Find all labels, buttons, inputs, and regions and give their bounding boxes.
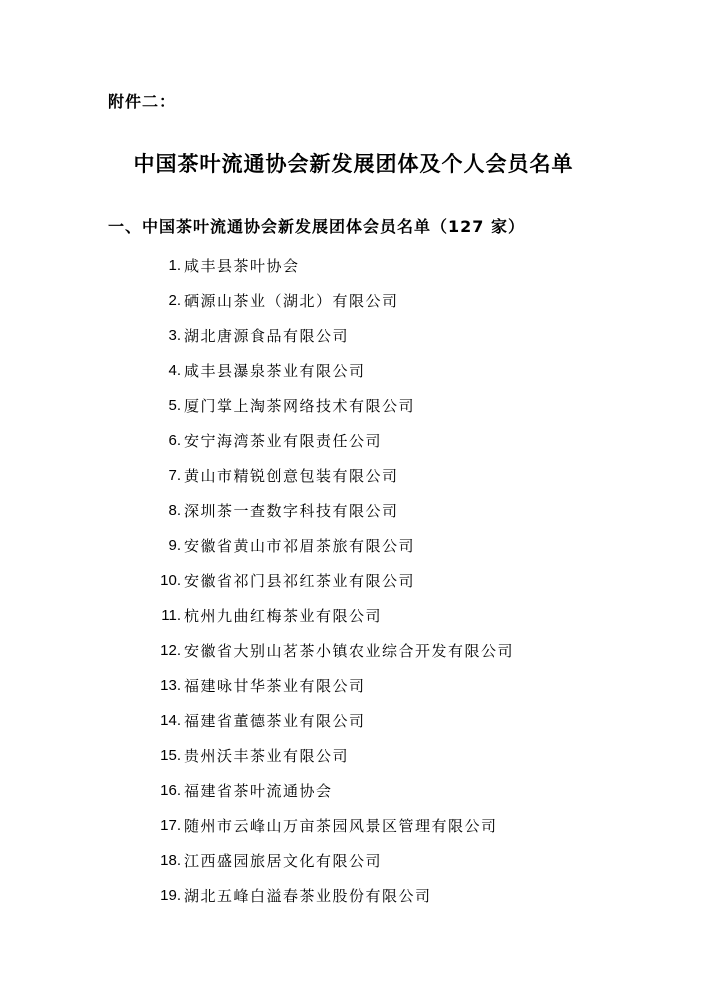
member-name: 安宁海湾茶业有限责任公司	[184, 432, 383, 450]
list-item	[0, 640, 707, 675]
item-number: 17.	[160, 817, 181, 834]
member-name: 安徽省黄山市祁眉茶旅有限公司	[184, 537, 416, 555]
member-name: 硒源山茶业（湖北）有限公司	[184, 292, 399, 310]
item-number: 11.	[161, 607, 181, 624]
member-name: 杭州九曲红梅茶业有限公司	[184, 607, 383, 625]
section-heading: 一、中国茶叶流通协会新发展团体会员名单（127 家）	[108, 217, 525, 236]
list-item	[0, 325, 707, 360]
member-name: 贵州沃丰茶业有限公司	[184, 747, 350, 765]
list-item	[0, 710, 707, 745]
item-number: 19.	[160, 887, 181, 904]
item-number: 6.	[168, 432, 181, 449]
item-number: 16.	[160, 782, 181, 799]
list-item	[0, 675, 707, 710]
item-number: 7.	[168, 467, 181, 484]
list-item	[0, 605, 707, 640]
item-number: 1.	[168, 257, 181, 274]
list-item	[0, 745, 707, 780]
member-name: 福建省董德茶业有限公司	[184, 712, 366, 730]
member-name: 安徽省大别山茗茶小镇农业综合开发有限公司	[184, 642, 515, 660]
list-item	[0, 430, 707, 465]
item-number: 13.	[160, 677, 181, 694]
list-item	[0, 500, 707, 535]
list-item	[0, 255, 707, 290]
list-item	[0, 885, 707, 920]
list-item	[0, 360, 707, 395]
member-name: 福建咏甘华茶业有限公司	[184, 677, 366, 695]
item-number: 10.	[160, 572, 181, 589]
member-name: 咸丰县瀑泉茶业有限公司	[184, 362, 366, 380]
list-item	[0, 395, 707, 430]
member-name: 江西盛园旅居文化有限公司	[184, 852, 383, 870]
item-number: 15.	[160, 747, 181, 764]
list-item	[0, 465, 707, 500]
member-name: 深圳茶一查数字科技有限公司	[184, 502, 399, 520]
list-item	[0, 780, 707, 815]
list-item	[0, 850, 707, 885]
list-item	[0, 815, 707, 850]
member-name: 厦门掌上淘茶网络技术有限公司	[184, 397, 416, 415]
item-number: 2.	[168, 292, 181, 309]
document-title: 中国茶叶流通协会新发展团体及个人会员名单	[133, 152, 574, 176]
item-number: 18.	[160, 852, 181, 869]
item-number: 4.	[168, 362, 181, 379]
list-item	[0, 290, 707, 325]
item-number: 9.	[168, 537, 181, 554]
item-number: 8.	[168, 502, 181, 519]
member-name: 随州市云峰山万亩茶园风景区管理有限公司	[184, 817, 498, 835]
list-item	[0, 570, 707, 605]
list-item	[0, 535, 707, 570]
member-name: 湖北唐源食品有限公司	[184, 327, 350, 345]
item-number: 14.	[160, 712, 181, 729]
item-number: 12.	[160, 642, 181, 659]
member-name: 咸丰县茶叶协会	[184, 257, 300, 275]
attachment-label: 附件二：	[108, 92, 177, 111]
member-name: 福建省茶叶流通协会	[184, 782, 333, 800]
item-number: 3.	[168, 327, 181, 344]
item-number: 5.	[168, 397, 181, 414]
member-list	[0, 255, 707, 920]
member-name: 湖北五峰白溢春茶业股份有限公司	[184, 887, 432, 905]
member-name: 黄山市精锐创意包装有限公司	[184, 467, 399, 485]
member-name: 安徽省祁门县祁红茶业有限公司	[184, 572, 416, 590]
